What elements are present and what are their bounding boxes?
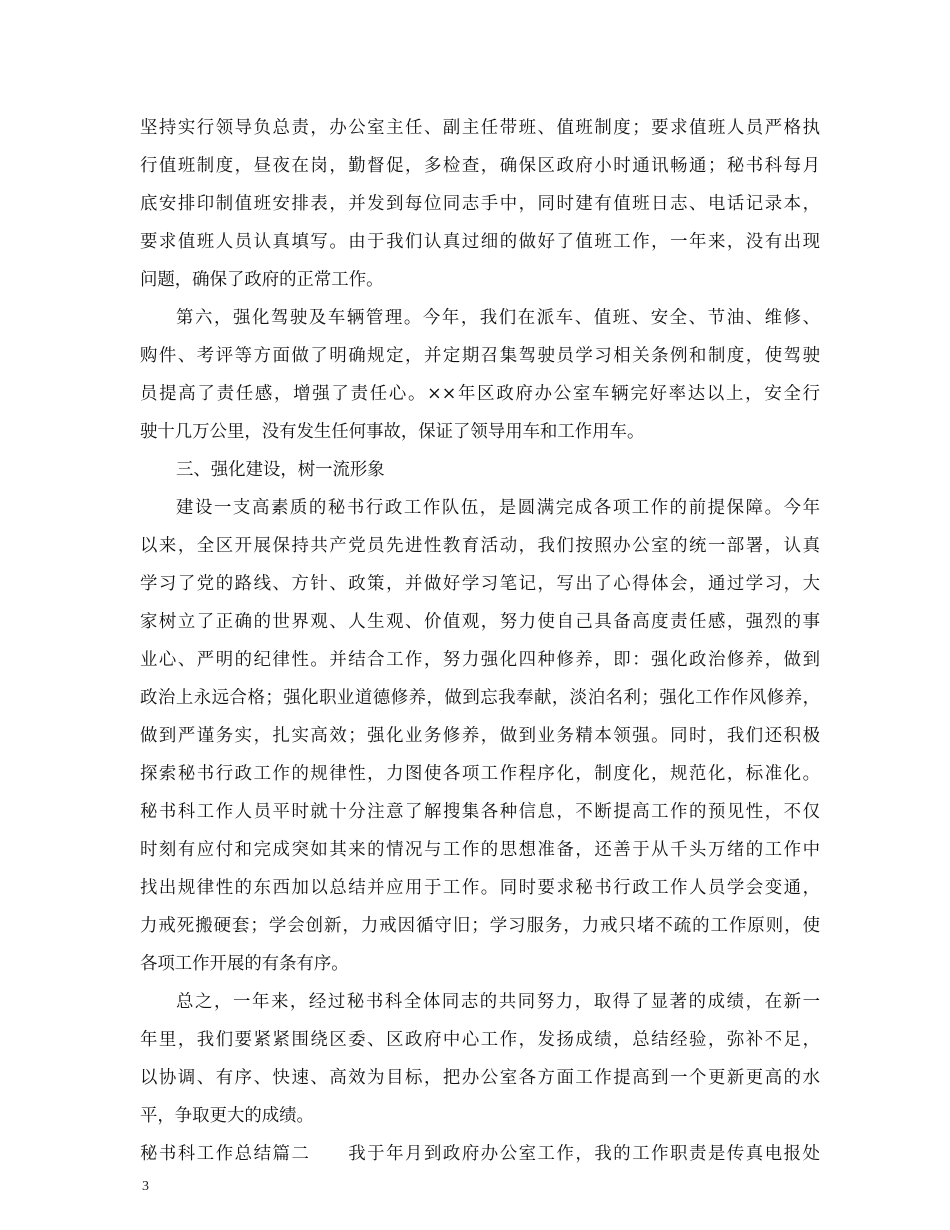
text-line: 问题，确保了政府的正常工作。 xyxy=(140,270,384,290)
text-line: 购件、考评等方面做了明确规定，并定期召集驾驶员学习相关条例和制度，使驾驶 xyxy=(140,346,820,366)
text-line: 业心、严明的纪律性。并结合工作，努力强化四种修养，即：强化政治修养，做到 xyxy=(140,650,820,670)
text-line: 行值班制度，昼夜在岗，勤督促，多检查，确保区政府小时通讯畅通；秘书科每月 xyxy=(140,156,820,176)
text-line: 探索秘书行政工作的规律性，力图使各项工作程序化，制度化，规范化，标准化。 xyxy=(140,764,820,784)
text-line: 学习了党的路线、方针、政策，并做好学习笔记，写出了心得体会，通过学习，大 xyxy=(140,574,820,594)
text-line: 要求值班人员认真填写。由于我们认真过细的做好了值班工作，一年来，没有出现 xyxy=(140,232,820,252)
text-line: 以来，全区开展保持共产党员先进性教育活动，我们按照办公室的统一部署，认真 xyxy=(140,536,820,556)
text-line: 时刻有应付和完成突如其来的情况与工作的思想准备，还善于从千头万绪的工作中 xyxy=(140,840,820,860)
text-line: 以协调、有序、快速、高效为目标，把办公室各方面工作提高到一个更新更高的水 xyxy=(140,1068,820,1088)
text-line: 政治上永远合格；强化职业道德修养，做到忘我奉献，淡泊名利；强化工作作风修养， xyxy=(140,688,820,708)
text-line: 家树立了正确的世界观、人生观、价值观，努力使自己具备高度责任感，强烈的事 xyxy=(140,612,820,632)
paragraph-first-line: 总之，一年来，经过秘书科全体同志的共同努力，取得了显著的成绩，在新一 xyxy=(176,992,820,1012)
text-line: 坚持实行领导负总责，办公室主任、副主任带班、值班制度；要求值班人员严格执 xyxy=(140,118,820,138)
text-line: 年里，我们要紧紧围绕区委、区政府中心工作，发扬成绩，总结经验，弥补不足， xyxy=(140,1030,820,1050)
text-line: 平，争取更大的成绩。 xyxy=(140,1106,314,1126)
section-heading: 三、强化建设，树一流形象 xyxy=(176,460,385,480)
text-line: 员提高了责任感，增强了责任心。××年区政府办公室车辆完好率达以上，安全行 xyxy=(140,384,820,404)
text-line: 驶十几万公里，没有发生任何事故，保证了领导用车和工作用车。 xyxy=(140,422,645,442)
text-line: 秘书科工作人员平时就十分注意了解搜集各种信息，不断提高工作的预见性，不仅 xyxy=(140,802,820,822)
text-line: 底安排印制值班安排表，并发到每位同志手中，同时建有值班日志、电话记录本， xyxy=(140,194,820,214)
text-line: 秘书科工作总结篇二 我于年月到政府办公室工作，我的工作职责是传真电报处 xyxy=(140,1144,820,1164)
paragraph-first-line: 建设一支高素质的秘书行政工作队伍，是圆满完成各项工作的前提保障。今年 xyxy=(176,498,820,518)
text-line: 找出规律性的东西加以总结并应用于工作。同时要求秘书行政工作人员学会变通， xyxy=(140,878,820,898)
text-line: 做到严谨务实，扎实高效；强化业务修养，做到业务精本领强。同时，我们还积极 xyxy=(140,726,820,746)
page-number: 3 xyxy=(142,1179,149,1194)
text-line: 各项工作开展的有条有序。 xyxy=(140,954,349,974)
paragraph-first-line: 第六，强化驾驶及车辆管理。今年，我们在派车、值班、安全、节油、维修、 xyxy=(176,308,820,328)
text-line: 力戒死搬硬套；学会创新，力戒因循守旧；学习服务，力戒只堵不疏的工作原则，使 xyxy=(140,916,820,936)
